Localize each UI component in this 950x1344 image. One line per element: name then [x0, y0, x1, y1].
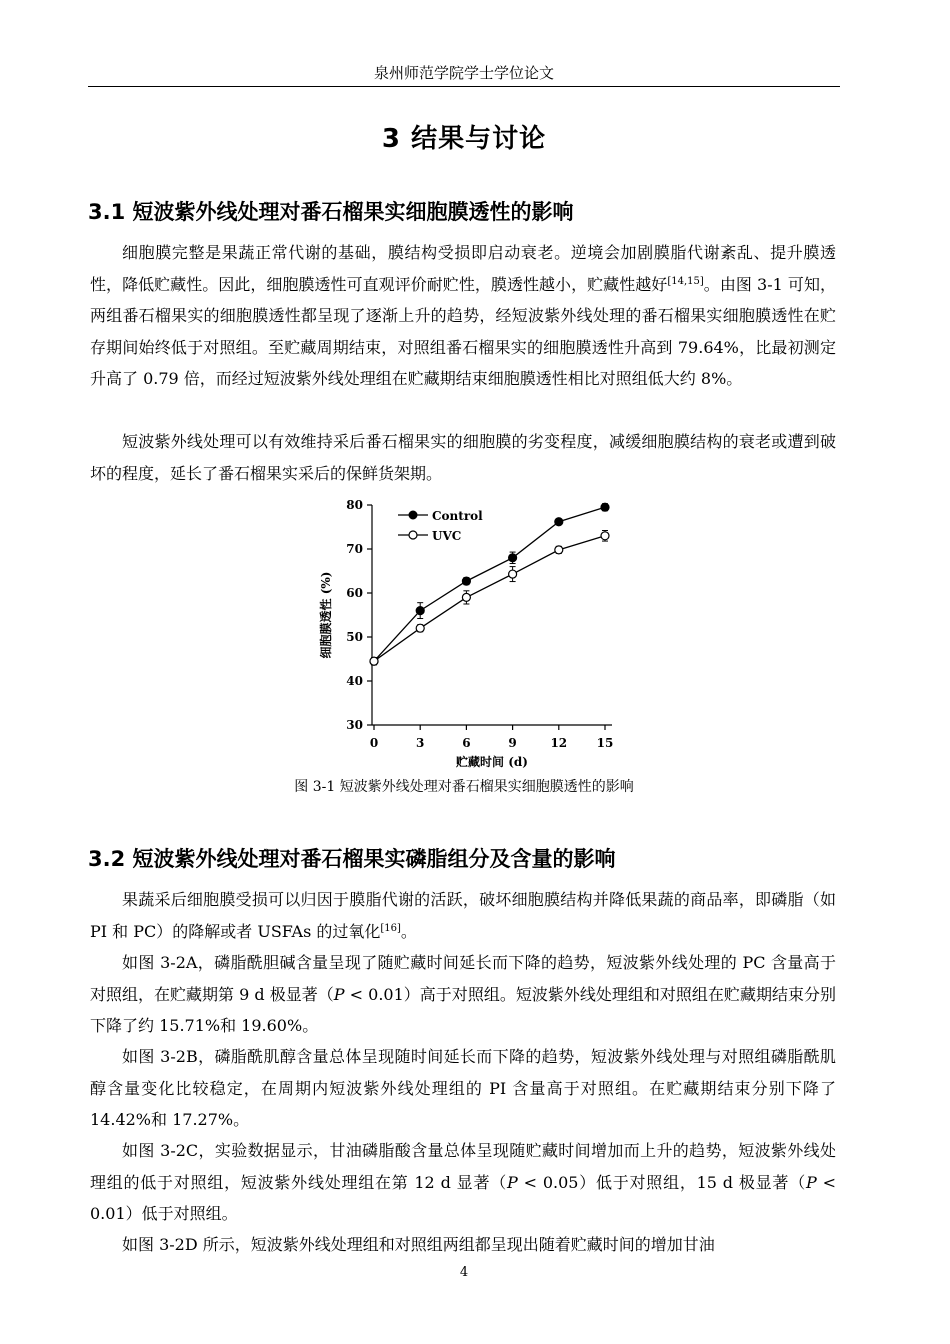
section-3-2-paragraph-5: 如图 3-2D 所示，短波紫外线处理组和对照组两组都呈现出随着贮藏时间的增加甘油 [122, 1235, 715, 1254]
paragraph-text: 如图 3-2A，磷脂酰胆碱含量呈现了随贮藏时间延长而下降的趋势，短波紫外线处理的 PC 含量高于对照组，在贮藏期第 9 d 极显著（ [90, 953, 836, 1004]
data-point-control [601, 503, 609, 511]
section-3-1-paragraph-2: 短波紫外线处理可以有效维持采后番石榴果实的细胞膜的劣变程度，减缓细胞膜结构的衰老或遭到破坏的程度，延长了番石榴果实采后的保鲜货架期。 [90, 432, 836, 483]
series-control [370, 503, 609, 665]
page-number: 4 [459, 1265, 469, 1280]
data-point-uvc [416, 624, 424, 632]
citation: [14,15] [667, 275, 704, 287]
italic-p: P [333, 984, 345, 1004]
paragraph-text: < 0.01）低于对照组。 [90, 1172, 836, 1224]
page-header: 泉州师范学院学士学位论文 [373, 64, 554, 82]
paragraph-text: 细胞膜完整是果蔬正常代谢的基础，膜结构受损即启动衰老。逆境会加剧膜脂代谢紊乱、提升膜透性，降低贮藏性。因此，细胞膜透性可直观评价耐贮性，膜透性越小，贮藏性越好 [90, 243, 836, 294]
figure-caption: 图 3-1 短波紫外线处理对番石榴果实细胞膜透性的影响 [294, 779, 634, 795]
y-tick-label: 50 [346, 630, 363, 644]
chapter-title: 3 结果与讨论 [381, 124, 547, 154]
series-line-uvc [374, 536, 605, 661]
paragraph-text: 。 [400, 921, 417, 941]
legend-uvc-label: UVC [432, 529, 462, 543]
section-3-2-title: 3.2 短波紫外线处理对番石榴果实磷脂组分及含量的影响 [88, 847, 616, 871]
y-axis-ticks [346, 498, 372, 732]
citation: [16] [380, 922, 401, 934]
data-point-control [509, 554, 517, 562]
data-point-control [555, 518, 563, 526]
y-tick-label: 30 [346, 718, 363, 732]
legend-control-marker [409, 511, 417, 519]
section-3-2-paragraph-3: 如图 3-2B，磷脂酰肌醇含量总体呈现随时间延长而下降的趋势，短波紫外线处理与对照组磷脂酰肌醇含量变化比较稳定，在周期内短波紫外线处理组的 PI 含量高于对照组。在贮藏期结束分别下降了 14.42%和 17.27%。 [90, 1047, 836, 1130]
series-uvc [370, 531, 609, 666]
x-tick-label: 0 [369, 736, 379, 750]
data-point-uvc [370, 657, 378, 665]
paragraph-text: 。由图 3-1 可知，两组番石榴果实的细胞膜透性都呈现了逐渐上升的趋势，经短波紫外线处理的番石榴果实细胞膜透性在贮存期间始终低于对照组。至贮藏周期结束，对照组番石榴果实的细胞膜透性升高到 79.64%，比最初测定升高了 0.79 倍，而经过短波紫外线处理组在贮藏期结束细胞膜透性相比对照组低大约 8%。 [90, 274, 836, 389]
series-layer [370, 503, 609, 665]
legend-control-label: Control [432, 509, 483, 523]
italic-p: P [805, 1172, 817, 1192]
data-point-control [416, 607, 424, 615]
y-axis-label: 细胞膜透性 (%) [319, 571, 333, 659]
header-rule [88, 86, 840, 87]
x-axis-ticks [370, 725, 614, 750]
section-3-2-paragraph-2 [90, 947, 836, 1042]
data-point-uvc [509, 570, 517, 578]
data-point-uvc [601, 532, 609, 540]
italic-p: P [506, 1172, 518, 1192]
x-tick-label: 15 [596, 736, 614, 750]
paragraph-text: 果蔬采后细胞膜受损可以归因于膜脂代谢的活跃，破坏细胞膜结构并降低果蔬的商品率，即磷脂（如 PI 和 PC）的降解或者 USFAs 的过氧化 [90, 890, 836, 941]
y-tick-label: 80 [346, 498, 363, 512]
x-tick-label: 6 [462, 736, 471, 750]
data-point-control [462, 577, 470, 585]
section-3-2-paragraph-4 [90, 1135, 836, 1230]
y-tick-label: 70 [346, 542, 363, 556]
section-3-1-title: 3.1 短波紫外线处理对番石榴果实细胞膜透性的影响 [88, 200, 574, 224]
x-axis-label: 贮藏时间 (d) [456, 755, 528, 769]
section-3-2-paragraph-1 [90, 884, 836, 947]
x-tick-label: 12 [550, 736, 568, 750]
legend-uvc-marker [409, 531, 417, 539]
legend [398, 509, 483, 543]
y-tick-label: 60 [346, 586, 363, 600]
data-point-uvc [462, 593, 470, 601]
series-line-control [374, 507, 605, 661]
y-tick-label: 40 [346, 674, 363, 688]
paragraph-text: 如图 3-2C，实验数据显示，甘油磷脂酸含量总体呈现随贮藏时间增加而上升的趋势，短波紫外线处理组的低于对照组，短波紫外线处理组在第 12 d 显著（ [90, 1141, 836, 1192]
paragraph-text: < 0.01）高于对照组。短波紫外线处理组和对照组在贮藏期结束分别下降了约 15.71%和 19.60%。 [90, 984, 836, 1036]
section-3-1-paragraph-1 [90, 237, 836, 395]
x-tick-label: 3 [416, 736, 425, 750]
paragraph-text: < 0.05）低于对照组，15 d 极显著（ [517, 1172, 806, 1192]
x-tick-label: 9 [508, 736, 517, 750]
figure-3-1-chart [310, 495, 630, 773]
data-point-uvc [555, 546, 563, 554]
